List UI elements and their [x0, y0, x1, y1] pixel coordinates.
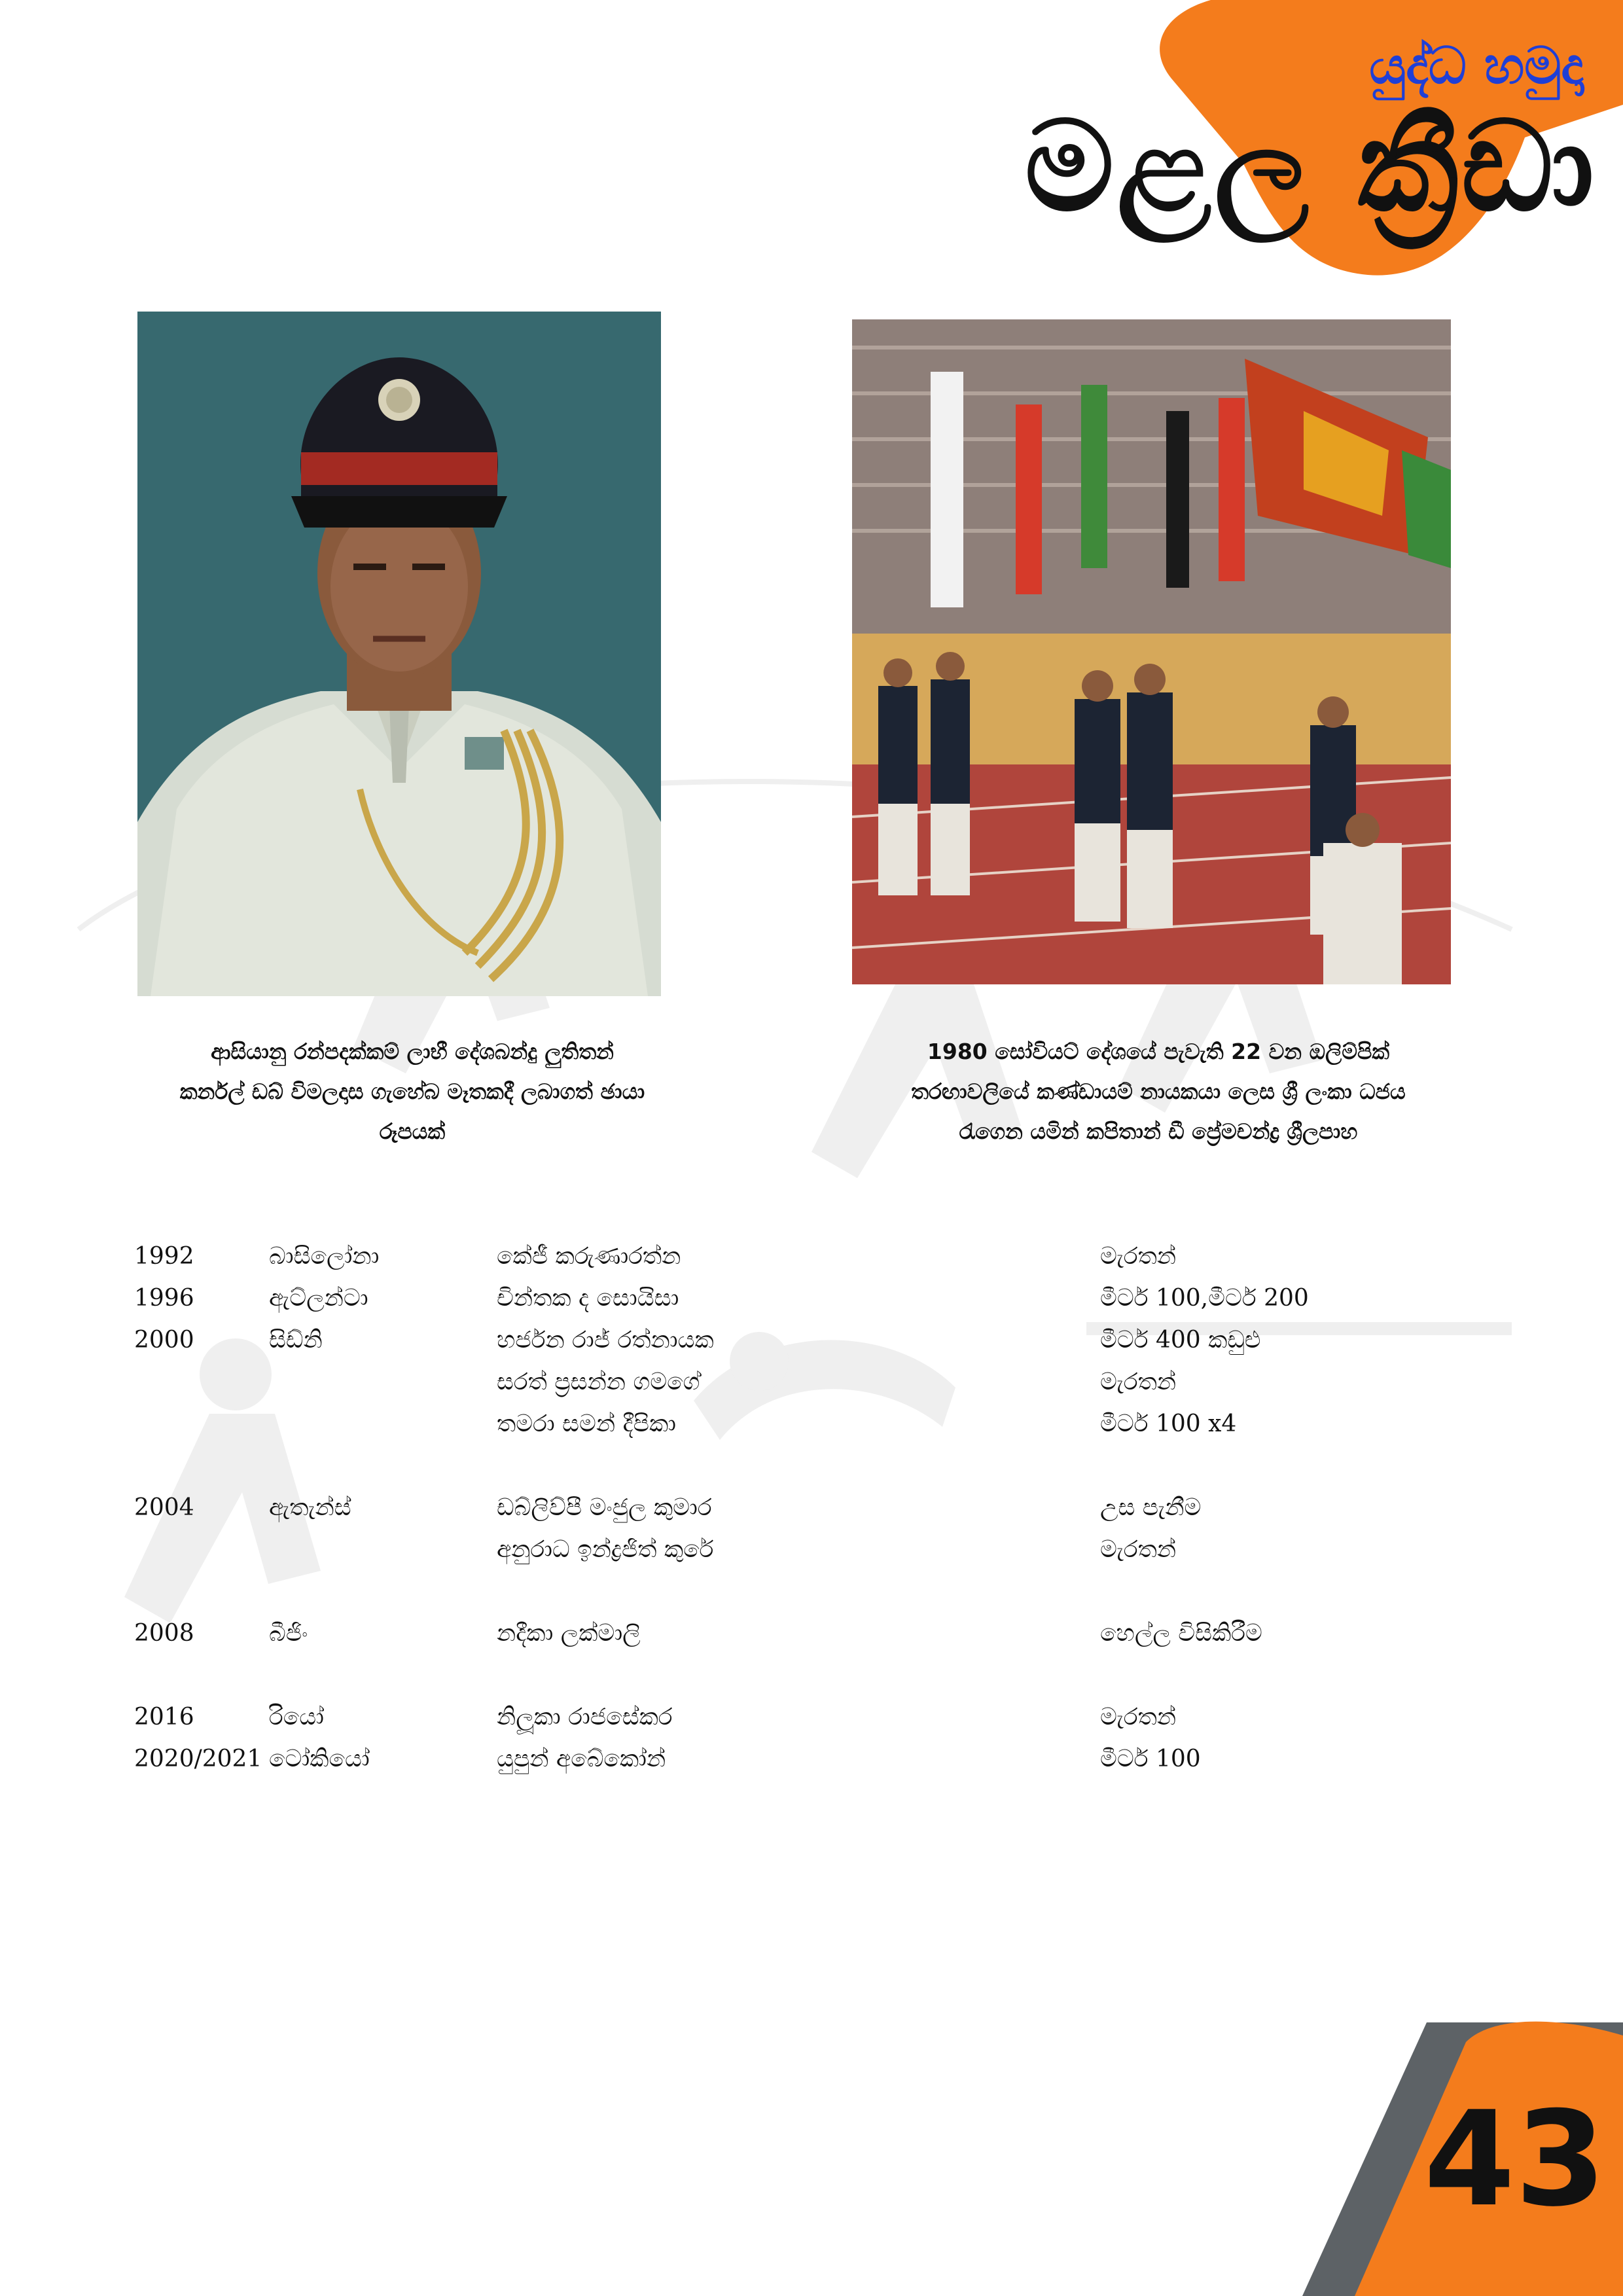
year: 1996	[134, 1285, 194, 1312]
athlete-name: යුපුන් අබේකෝන්	[497, 1746, 666, 1772]
event: මැරතන්	[1100, 1369, 1177, 1395]
caption-line: කර්නල් ඩබ් විමලදාස ගැහේබ මෑතකදී ලබාගත් ඡායා	[179, 1079, 645, 1104]
olympic-participants-list	[134, 1236, 1378, 1780]
year: 2000	[134, 1327, 194, 1354]
caption-line: ආසියානු රන්පදක්කම් ලාභී දේශබන්දු ලුතිතන්	[211, 1039, 614, 1064]
list-item	[134, 1278, 1378, 1319]
host-city: සිඩ්නි	[269, 1327, 323, 1354]
athlete-name: චින්තක ද සොයිසා	[497, 1285, 679, 1312]
list-item	[134, 1613, 1378, 1655]
host-city: බාසිලෝනා	[269, 1243, 380, 1270]
event: උස පැනීම	[1100, 1494, 1202, 1521]
list-item	[134, 1319, 1378, 1361]
caption-line: රැගෙන යමින් කපිතාන් ඩී ප්‍රේමචන්ද්‍ර ශ්‍රීලපාහ	[959, 1119, 1358, 1144]
officer-portrait-photo	[137, 312, 661, 996]
year: 2020/2021	[134, 1746, 262, 1772]
event: මීටර් 100	[1100, 1746, 1201, 1772]
host-city: ඇතැන්ස්	[269, 1494, 351, 1521]
officer-photo-caption	[131, 1031, 694, 1151]
year: 2004	[134, 1494, 194, 1521]
athlete-name: නදීකා ලක්මාලි	[497, 1620, 641, 1647]
section-kicker: යුද්ධ හමුදා	[1369, 37, 1584, 96]
host-city: ඇට්ලන්ටා	[269, 1285, 368, 1312]
athlete-name: හර්ජන රාජ් රත්නායක	[497, 1327, 714, 1354]
event: මීටර් 400 කඩුළු	[1100, 1327, 1261, 1354]
list-item	[134, 1487, 1378, 1529]
list-item	[134, 1529, 1378, 1571]
athlete-name: කේජී කරුණාරත්න	[497, 1243, 681, 1270]
page-title: මළල ක්‍රීඩා	[1024, 94, 1597, 239]
year: 1992	[134, 1243, 194, 1270]
athlete-name: තමරා සමන් දීපිකා	[497, 1410, 677, 1437]
list-item	[134, 1738, 1378, 1780]
host-city: රියෝ	[269, 1704, 324, 1731]
year: 2016	[134, 1704, 194, 1731]
list-item	[134, 1361, 1378, 1403]
event: මීටර් 100,මීටර් 200	[1100, 1285, 1309, 1312]
athlete-name: නිලූකා රාජසේකර	[497, 1704, 673, 1731]
page-number: 43	[1423, 2083, 1607, 2236]
event: මැරතන්	[1100, 1536, 1177, 1563]
year: 2008	[134, 1620, 194, 1647]
event: මීටර් 100 x4	[1100, 1410, 1237, 1437]
ceremony-photo-caption	[831, 1031, 1486, 1151]
event: මැරතන්	[1100, 1704, 1177, 1731]
host-city: ටෝකියෝ	[269, 1746, 370, 1772]
caption-line: රූපයක්	[379, 1119, 446, 1144]
athlete-name: ඩබ්ලිව්පී මංජුල කුමාර	[497, 1494, 712, 1521]
athlete-name: අනුරාධ ඉන්ද්‍රජිත් කුරේ	[497, 1536, 714, 1563]
athlete-name: සරත් ප්‍රසන්න ගමගේ	[497, 1369, 700, 1395]
caption-line: 1980 සෝවියට් දේශයේ පැවැති 22 වන ඔලිම්පික්	[927, 1039, 1390, 1064]
list-item	[134, 1236, 1378, 1278]
event: හෙල්ල විසිකිරීම	[1100, 1620, 1262, 1647]
caption-line: තරඟාවලියේ කණ්ඩායම් නායකයා ලෙස ශ්‍රී ලංකා ධජය	[911, 1079, 1406, 1104]
list-item	[134, 1403, 1378, 1445]
list-item	[134, 1696, 1378, 1738]
host-city: බීජිං	[269, 1620, 308, 1647]
olympic-ceremony-photo	[852, 319, 1451, 984]
event: මැරතන්	[1100, 1243, 1177, 1270]
